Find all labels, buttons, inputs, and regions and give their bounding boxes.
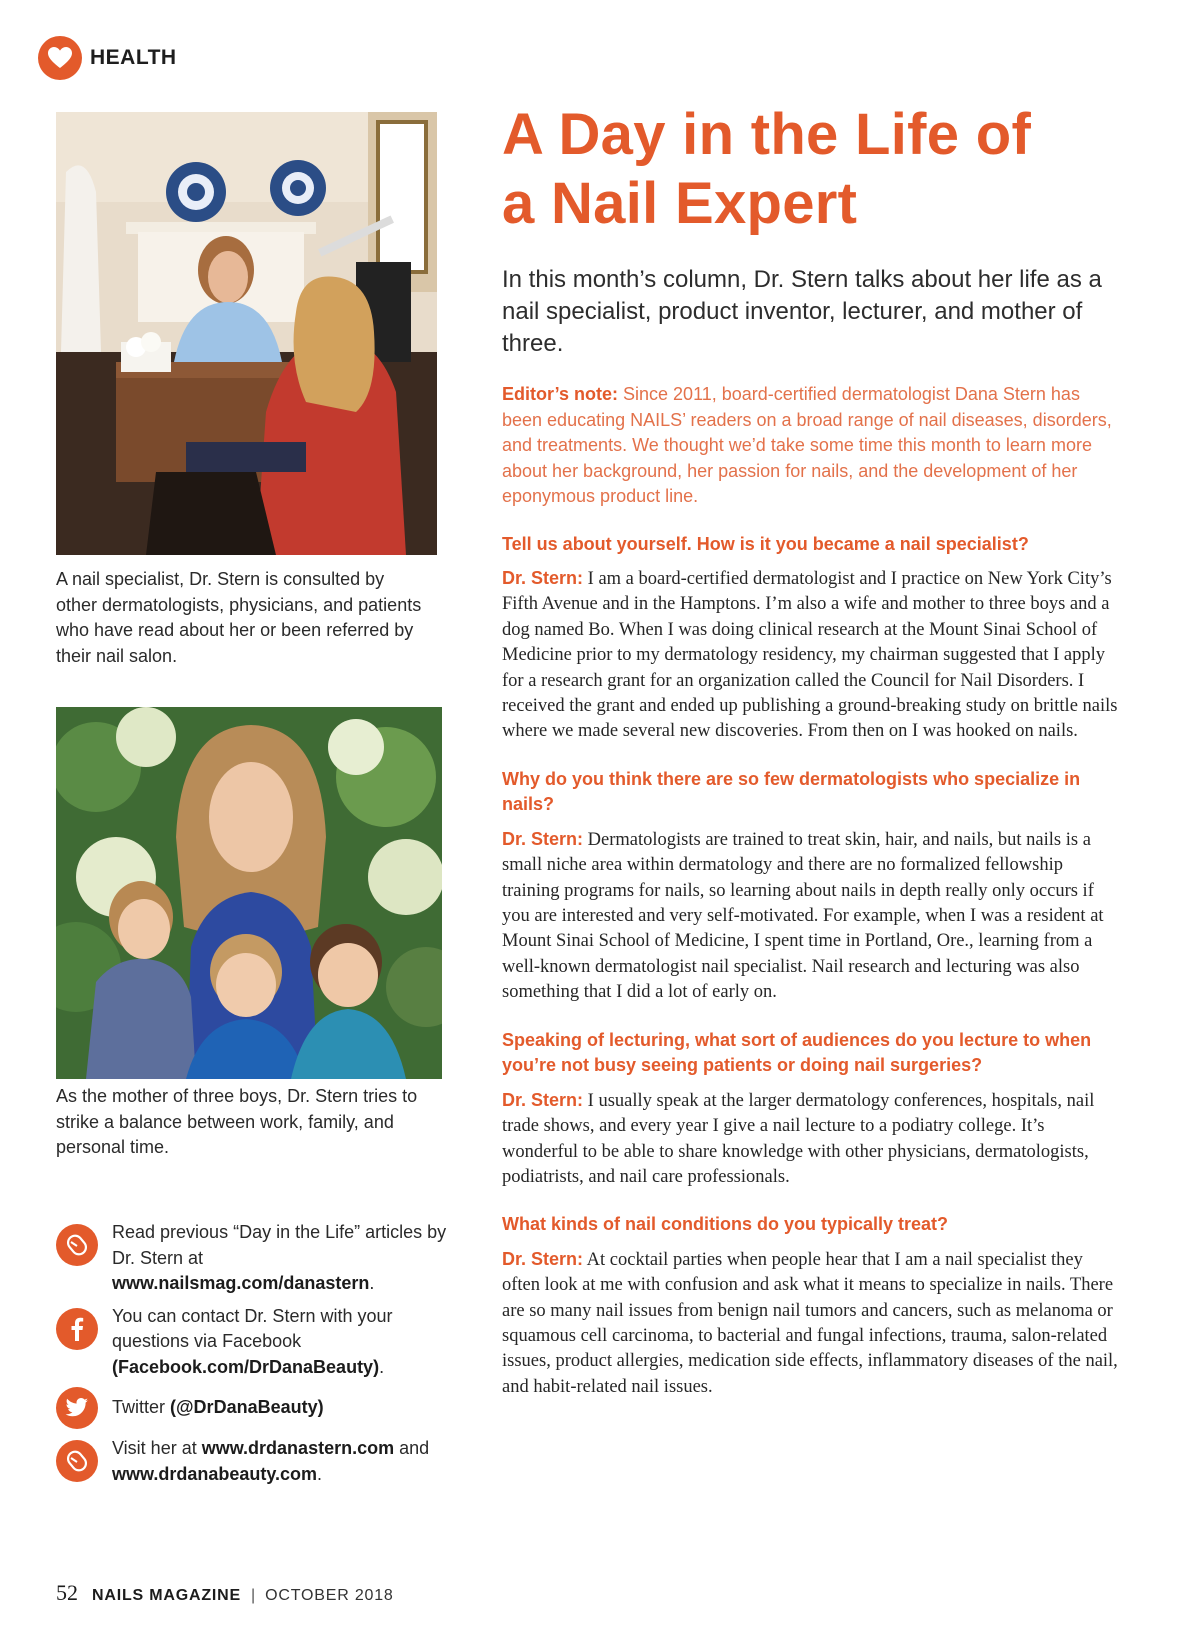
speaker-label: Dr. Stern:: [502, 1248, 584, 1269]
qa-block: [502, 532, 1124, 745]
page-number: 52: [56, 1580, 78, 1605]
nailsmag-link[interactable]: www.nailsmag.com/danastern: [112, 1273, 370, 1293]
qa-block: [502, 1212, 1124, 1400]
question: What kinds of nail conditions do you typically treat?: [502, 1214, 949, 1235]
facebook-link[interactable]: (Facebook.com/DrDanaBeauty): [112, 1356, 380, 1377]
footer-separator: |: [250, 1587, 256, 1604]
editor-note-text: Since 2011, board-certified dermatologist Dana Stern has been educating NAILS’ readers on a broad range of nail diseases, disorders, and treatments. We thought we’d take some time this month to learn more about her background, her passion for nails, and the development of her eponymous product line.: [502, 384, 1112, 506]
link-item-websites: [56, 1436, 456, 1487]
drdanastern-link[interactable]: www.drdanastern.com: [201, 1438, 395, 1458]
mouse-icon: [56, 1224, 98, 1266]
speaker-label: Dr. Stern:: [502, 828, 584, 849]
article: [502, 100, 1124, 1400]
speaker-label: Dr. Stern:: [502, 568, 584, 588]
magazine-name: NAILS MAGAZINE: [92, 1587, 241, 1604]
link-text: Read previous “Day in the Life” articles by Dr. Stern at www.nailsmag.com/danastern.: [112, 1222, 447, 1293]
link-item-articles: [56, 1220, 456, 1297]
editor-note-label: Editor’s note:: [502, 384, 618, 404]
link-item-facebook: [56, 1304, 456, 1381]
answer: Dr. Stern: I am a board-certified dermatologist and I practice on New York City’s Fifth Avenue and in the Hamptons. I’m also a wife and mother to three boys and a dog named Bo. When I was doing clinical research at the Mount Sinai School of Medicine prior to my dermatology residency, my chairman suggested that I apply for a research grant for an organization called the Council for Nail Disorders. I received the grant and ended up publishing a ground-breaking study on brittle nails where we made several new discoveries. From then on I was hooked on nails.: [502, 568, 1118, 742]
qa-block: [502, 1028, 1124, 1191]
office-photo: [56, 112, 437, 555]
article-title: A Day in the Life of a Nail Expert: [502, 102, 1032, 236]
question: Why do you think there are so few dermatologists who specialize in nails?: [502, 768, 1081, 815]
drdanabeauty-link[interactable]: www.drdanabeauty.com: [112, 1463, 318, 1484]
question: Speaking of lecturing, what sort of audiences do you lecture to when you’re not busy seeing patients or doing nail surgeries?: [502, 1029, 1092, 1076]
photo-caption: A nail specialist, Dr. Stern is consulted by other dermatologists, physicians, and patients who have read about her or been referred by their nail salon.: [56, 569, 422, 666]
question: Tell us about yourself. How is it you became a nail specialist?: [502, 533, 1029, 554]
link-text: Twitter (@DrDanaBeauty): [112, 1397, 324, 1418]
heart-icon: [38, 36, 82, 80]
twitter-icon: [56, 1387, 98, 1429]
photo-caption: As the mother of three boys, Dr. Stern tries to strike a balance between work, family, and personal time.: [56, 1086, 418, 1157]
answer: Dr. Stern: At cocktail parties when people hear that I am a nail specialist they often look at me with confusion and ask what it means to specialize in nails. There are so many nail issues from benign nail tumors and cancers, such as melanoma or squamous cell carcinoma, to bacterial and fungal infections, trauma, salon-related issues, product allergies, medication side effects, inflammatory diseases of the nail, and habit-related nail issues.: [502, 1248, 1118, 1397]
editor-note: [502, 382, 1124, 510]
answer: Dr. Stern: I usually speak at the larger dermatology conferences, hospitals, nail trade shows, and every year I give a nail lecture to a podiatry college. It’s wonderful to be able to share knowledge with other physicians, dermatologists, podiatrists, and nail care professionals.: [502, 1089, 1095, 1187]
contact-links: [56, 1220, 456, 1494]
link-item-twitter: [56, 1387, 456, 1429]
page-footer: [56, 1580, 394, 1606]
section-label: HEALTH: [90, 46, 177, 69]
facebook-icon: [56, 1308, 98, 1350]
qa-block: [502, 767, 1124, 1006]
issue-date: OCTOBER 2018: [265, 1587, 394, 1604]
article-deck: In this month’s column, Dr. Stern talks about her life as a nail specialist, product inventor, lecturer, and mother of three.: [502, 266, 1102, 357]
mouse-icon: [56, 1440, 98, 1482]
section-tag: [38, 36, 177, 80]
link-text: Visit her at www.drdanastern.com and www.drdanabeauty.com.: [112, 1438, 430, 1484]
family-photo: [56, 707, 442, 1079]
speaker-label: Dr. Stern:: [502, 1089, 584, 1110]
link-text: You can contact Dr. Stern with your questions via Facebook (Facebook.com/DrDanaBeauty).: [112, 1305, 393, 1377]
twitter-link[interactable]: (@DrDanaBeauty): [170, 1397, 324, 1418]
answer: Dr. Stern: Dermatologists are trained to treat skin, hair, and nails, but nails is a small niche area within dermatology and there are no formalized fellowship training programs for nails, so learning about nails in depth really only occurs if you are interested and very self-motivated. For example, when I was a resident at Mount Sinai School of Medicine, I spent time in Portland, Ore., learning from a well-known dermatologist nail specialist. Nail research and lecturing was also something that I did a lot of early on.: [502, 828, 1104, 1003]
